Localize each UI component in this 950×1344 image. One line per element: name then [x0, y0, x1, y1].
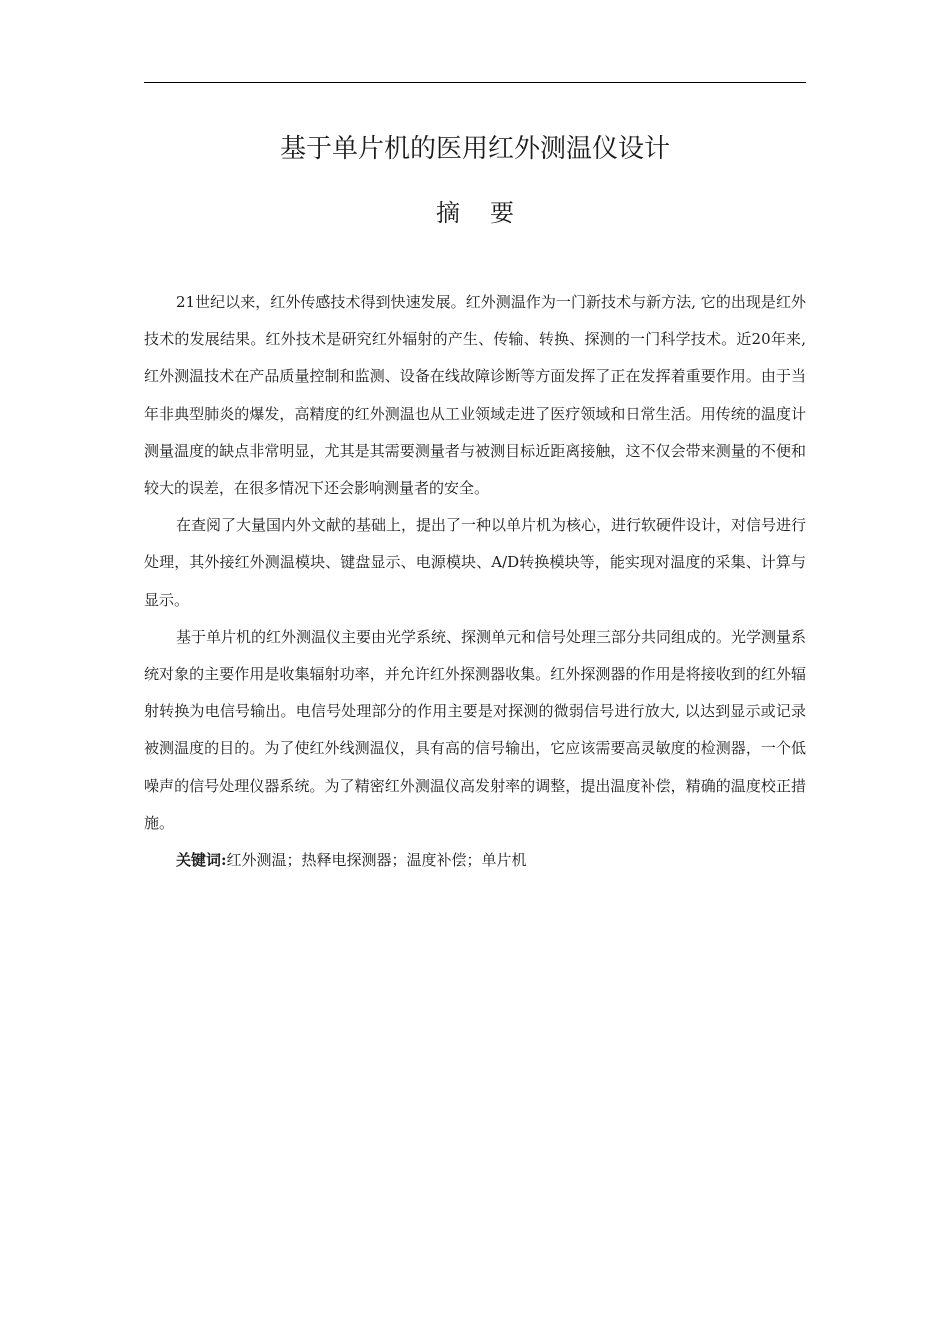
abstract-body [144, 284, 806, 879]
keywords-value: 红外测温；热释电探测器；温度补偿；单片机 [226, 851, 527, 870]
keywords-line [144, 842, 806, 879]
document-title: 基于单片机的医用红外测温仪设计 [279, 134, 670, 164]
abstract-heading: 摘要 [436, 199, 544, 227]
abstract-paragraph-1: 21世纪以来，红外传感技术得到快速发展。红外测温作为一门新技术与新方法, 它的出现是红外技术的发展结果。红外技术是研究红外辐射的产生、传输、转换、探测的一门科学技术。近20年来, 红外测温技术在产品质量控制和监测、设备在线故障诊断等方面发挥了正在发挥着重要作用。由于当年非典型肺炎的爆发，高精度的红外测温也从工业领域走进了医疗领域和日常生活。用传统的温度计测量温度的缺点非常明显，尤其是其需要测量者与被测目标近距离接触，这不仅会带来测量的不便和较大的误差，在很多情况下还会影响测量者的安全。 [144, 293, 806, 498]
header-rule [144, 82, 806, 83]
keywords-label: 关键词: [176, 851, 227, 870]
abstract-paragraph-2: 在查阅了大量国内外文献的基础上，提出了一种以单片机为核心，进行软硬件设计，对信号进行处理，其外接红外测温模块、键盘显示、电源模块、A/D转换模块等，能实现对温度的采集、计算与显示。 [144, 516, 807, 609]
abstract-paragraph-3: 基于单片机的红外测温仪主要由光学系统、探测单元和信号处理三部分共同组成的。光学测量系统对象的主要作用是收集辐射功率，并允许红外探测器收集。红外探测器的作用是将接收到的红外辐射转换为电信号输出。电信号处理部分的作用主要是对探测的微弱信号进行放大, 以达到显示或记录被测温度的目的。为了使红外线测温仪，具有高的信号输出，它应该需要高灵敏度的检测器，一个低噪声的信号处理仪器系统。为了精密红外测温仪高发射率的调整，提出温度补偿，精确的温度校正措施。 [144, 627, 807, 832]
